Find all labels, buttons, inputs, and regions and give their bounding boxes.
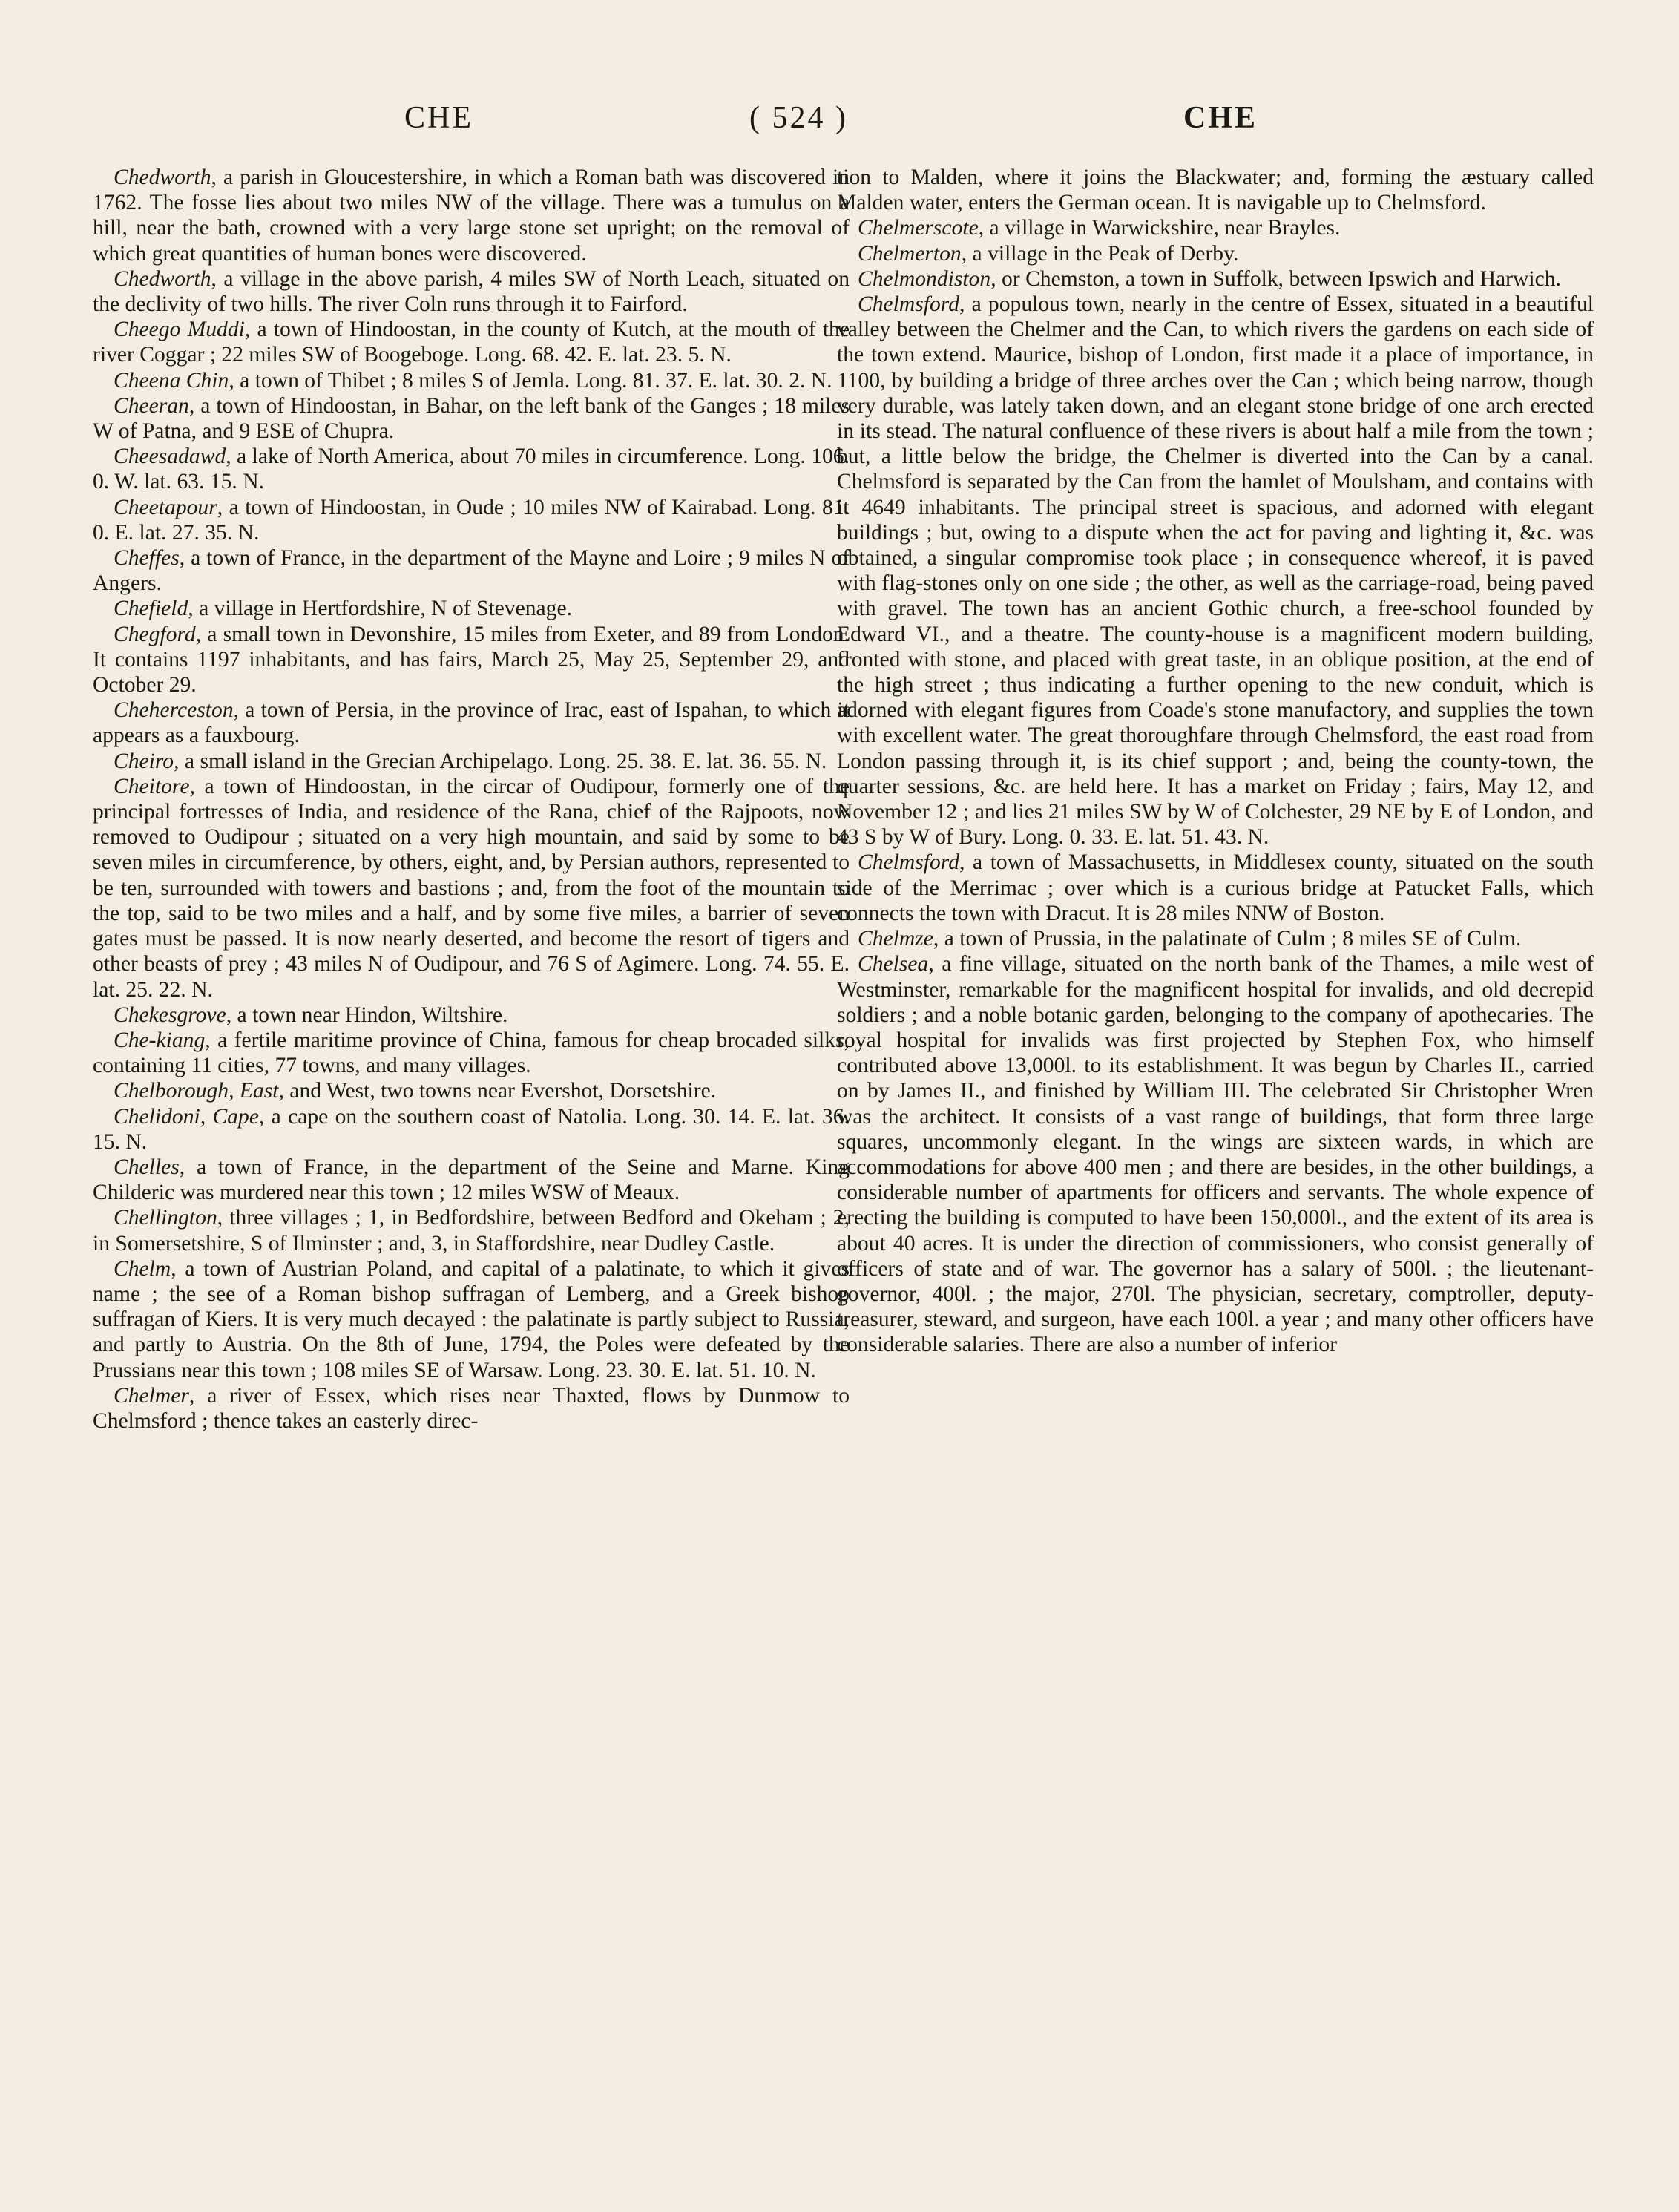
entry-text: , a town of Hindoostan, in the circar of Oudipour, formerly one of the principal fortresses of India, and residence of the Rana, chief of the Rajpoots, now removed to Oudipour ; situated on a very high mountain, and said by some to be seven miles in circumference, by others, eight, and, by Persian authors, represented to be ten, surrounded with towers and bastions ; and, from the foot of the mountain to the top, said to be two miles and a half, and by some five miles, a barrier of seven gates must be passed. It is now nearly deserted, and become the resort of tigers and other beasts of prey ; 43 miles N of Oudipour, and 76 S of Agimere. Long. 74. 55. E. lat. 25. 22. N. xyxy=(93,774,850,1002)
gazetteer-entry xyxy=(837,292,1594,850)
entry-headword: Cheitore xyxy=(114,774,190,798)
gazetteer-entry xyxy=(837,850,1594,926)
entry-headword: Chelborough, East, xyxy=(114,1079,284,1103)
entry-headword: Chefield xyxy=(114,597,188,621)
entry-headword: Chelmsford xyxy=(858,292,960,317)
gazetteer-entry xyxy=(93,368,850,393)
entry-text: , a village in Hertfordshire, N of Stevenage. xyxy=(188,597,572,621)
gazetteer-entry xyxy=(837,165,1594,215)
entry-text: , a town of Thibet ; 8 miles S of Jemla. Long. 81. 37. E. lat. 30. 2. N. xyxy=(229,368,832,393)
gazetteer-entry xyxy=(93,1104,850,1155)
entry-text: , a town near Hindon, Wiltshire. xyxy=(226,1002,508,1027)
entry-headword: Che-kiang xyxy=(114,1028,206,1052)
gazetteer-entry xyxy=(93,1205,850,1256)
entry-headword: Chellington xyxy=(114,1206,217,1230)
entry-headword: Chelmondiston xyxy=(858,266,991,291)
gazetteer-entry xyxy=(837,241,1594,266)
entry-text: , a small town in Devonshire, 15 miles from Exeter, and 89 from London. It contains 1197 inhabitants, and has fairs, March 25, May 25, September 29, and October 29. xyxy=(93,622,850,698)
entry-headword: Chedworth xyxy=(114,266,211,291)
gazetteer-entry xyxy=(93,1078,850,1103)
entry-text: , a town of Hindoostan, in the county of Kutch, at the mouth of the river Coggar ; 22 miles SW of Boogeboge. Long. 68. 42. E. lat. 23. 5. N. xyxy=(93,318,850,367)
entry-headword: Cheego Muddi xyxy=(114,318,245,342)
entry-text: and West, two towns near Evershot, Dorsetshire. xyxy=(283,1079,717,1103)
entry-headword: Chelmerton xyxy=(858,241,962,266)
entry-text: , a town of Massachusetts, in Middlesex county, situated on the south side of the Merrimac ; over which is a curious bridge at Patucket Falls, which connects the town with Dracut. It is 28 miles NNW of Boston. xyxy=(837,850,1594,925)
entry-headword: Chedworth xyxy=(114,165,211,189)
entry-headword: Cheetapour xyxy=(114,495,217,519)
entry-text: , a cape on the southern coast of Natolia. Long. 30. 14. E. lat. 36. 15. N. xyxy=(93,1104,850,1154)
entry-text: , a lake of North America, about 70 miles in circumference. Long. 106. 0. W. lat. 63. 15. N. xyxy=(93,444,850,494)
gazetteer-entry xyxy=(837,215,1594,240)
entry-headword: Cheeran xyxy=(114,393,189,418)
entry-headword: Cheherceston xyxy=(114,698,234,723)
entry-text: , a town of Hindoostan, in Bahar, on the left bank of the Ganges ; 18 miles W of Patna, and 9 ESE of Chupra. xyxy=(93,393,850,444)
gazetteer-entry xyxy=(93,1028,850,1078)
entry-headword: Cheesadawd xyxy=(114,444,226,469)
entry-text: tion to Malden, where it joins the Blackwater; and, forming the æstuary called Malden water, enters the German ocean. It is navigable up to Chelmsford. xyxy=(837,165,1594,215)
gazetteer-entry xyxy=(837,926,1594,951)
entry-headword: Chelles xyxy=(114,1155,180,1179)
entry-headword: Chekesgrove xyxy=(114,1002,226,1027)
entry-headword: Cheiro xyxy=(114,749,174,773)
entry-headword: Chegford xyxy=(114,622,196,646)
gazetteer-entry xyxy=(93,1002,850,1028)
page-number: ( 524 ) xyxy=(749,101,848,135)
gazetteer-entry xyxy=(93,774,850,1002)
entry-text: , a town of Austrian Poland, and capital of a palatinate, to which it gives name ; the see of a Roman bishop suffragan of Lemberg, and a Greek bishop suffragan of Kiers. It is very much decayed : the palatinate is partly subject to Russia, and partly to Austria. On the 8th of June, 1794, the Poles were defeated by the Prussians near this town ; 108 miles SE of Warsaw. Long. 23. 30. E. lat. 51. 10. N. xyxy=(93,1256,850,1382)
entry-text: , a river of Essex, which rises near Thaxted, flows by Dunmow to Chelmsford ; thence takes an easterly direc- xyxy=(93,1383,850,1433)
gazetteer-entry xyxy=(93,444,850,494)
gazetteer-entry xyxy=(93,393,850,444)
entry-headword: Cheffes xyxy=(114,546,180,571)
gazetteer-entry xyxy=(837,951,1594,1357)
entry-text: , a fertile maritime province of China, famous for cheap brocaded silks, containing 11 cities, 77 towns, and many villages. xyxy=(93,1028,850,1078)
entry-text: , a town of France, in the department of the Seine and Marne. King Childeric was murdered near this town ; 12 miles WSW of Meaux. xyxy=(93,1155,850,1205)
entry-text: , a town of Persia, in the province of Irac, east of Ispahan, to which it appears as a fauxbourg. xyxy=(93,698,850,748)
gazetteer-entry xyxy=(93,1155,850,1205)
gazetteer-entry xyxy=(93,698,850,748)
running-header xyxy=(0,100,1679,145)
entry-text: , three villages ; 1, in Bedfordshire, between Bedford and Okeham ; 2, in Somersetshire, S of Ilminster ; and, 3, in Staffordshire, near Dudley Castle. xyxy=(93,1206,850,1256)
entry-headword: Chelmsford xyxy=(858,850,960,875)
entry-text: , a town of Hindoostan, in Oude ; 10 miles NW of Kairabad. Long. 81. 0. E. lat. 27. 35. N. xyxy=(93,495,850,545)
gazetteer-entry xyxy=(93,622,850,698)
entry-text: , a parish in Gloucestershire, in which a Roman bath was discovered in 1762. The fosse lies about two miles NW of the village. There was a tumulus on a hill, near the bath, crowned with a very large stone set upright; on the removal of which great quantities of human bones were discovered. xyxy=(93,165,850,266)
header-left: CHE xyxy=(404,101,473,135)
gazetteer-entry xyxy=(93,1383,850,1434)
gazetteer-entry xyxy=(93,495,850,545)
gazetteer-entry xyxy=(93,545,850,596)
gazetteer-entry xyxy=(93,266,850,317)
entry-text: , a populous town, nearly in the centre of Essex, situated in a beautiful valley between the Chelmer and the Can, to which rivers the gardens on each side of the town extend. Maurice, bishop of London, first made it a place of importance, in 1100, by building a bridge of three arches over the Can ; which being narrow, though very durable, was lately taken down, and an elegant stone bridge of one arch erected in its stead. The natural confluence of these rivers is about half a mile from the town ; but, a little below the bridge, the Chelmer is diverted into the Can by a canal. Chelmsford is separated by the Can from the hamlet of Moulsham, and contains with it 4649 inhabitants. The principal street is spacious, and adorned with elegant buildings ; but, owing to a dispute when the act for paving and lighting it, &c. was obtained, a singular compromise took place ; in consequence whereof, it is paved with flag-stones only on one side ; the other, as well as the carriage-road, being paved with gravel. The town has an ancient Gothic church, a free-school founded by Edward VI., and a theatre. The county-house is a magnificent modern building, fronted with stone, and placed with great taste, in an oblique position, at the end of the high street ; thus indicating a further opening to the new conduit, which is adorned with elegant figures from Coade's stone manufactory, and supplies the town with excellent water. The great thoroughfare through Chelmsford, the east road from London passing through it, is its chief support ; and, being the county-town, the quarter sessions, &c. are held here. It has a market on Friday ; fairs, May 12, and November 12 ; and lies 21 miles SW by W of Colchester, 29 NE by E of London, and 43 S by W of Bury. Long. 0. 33. E. lat. 51. 43. N. xyxy=(837,292,1594,850)
entry-headword: Chelmerscote xyxy=(858,216,979,240)
gazetteer-entry xyxy=(93,596,850,621)
entry-headword: Chelmze xyxy=(858,927,933,951)
entry-text: , a village in the above parish, 4 miles SW of North Leach, situated on the declivity of two hills. The river Coln runs through it to Fairford. xyxy=(93,266,850,317)
entry-text: , a town of France, in the department of the Mayne and Loire ; 9 miles N of Angers. xyxy=(93,546,850,596)
entry-text: , a fine village, situated on the north bank of the Thames, a mile west of Westminster, remarkable for the magnificent hospital for invalids, and old decrepid soldiers ; and a noble botanic garden, belonging to the company of apothecaries. The royal hospital for invalids was first projected by Stephen Fox, who himself contributed above 13,000l. to its establishment. It was begun by Charles II., carried on by James II., and finished by William III. The celebrated Sir Christopher Wren was the architect. It consists of a vast range of buildings, that form three large squares, uncommonly elegant. In the wings are sixteen wards, in which are accommodations for above 400 men ; and there are besides, in the other buildings, a considerable number of apartments for officers and servants. The whole expence of erecting the building is computed to have been 150,000l., and the extent of its area is about 40 acres. It is under the direction of commissioners, who consist generally of officers of state and of war. The governor has a salary of 500l. ; the lieutenant-governor, 400l. ; the major, 270l. The physician, secretary, comptroller, deputy-treasurer, steward, and surgeon, have each 100l. a year ; and many other officers have considerable salaries. There are also a number of inferior xyxy=(837,952,1594,1357)
gazetteer-entry xyxy=(93,317,850,367)
entry-headword: Chelidoni, Cape xyxy=(114,1104,259,1129)
entry-headword: Chelm xyxy=(114,1256,171,1281)
gazetteer-entry xyxy=(93,165,850,266)
entry-text: , a small island in the Grecian Archipelago. Long. 25. 38. E. lat. 36. 55. N. xyxy=(174,749,827,773)
header-right: CHE xyxy=(1183,101,1258,135)
right-column xyxy=(837,165,1594,2183)
entry-text: , a town of Prussia, in the palatinate of Culm ; 8 miles SE of Culm. xyxy=(933,927,1522,951)
entry-text: , a village in Warwickshire, near Brayles. xyxy=(978,216,1341,240)
entry-text: , or Chemston, a town in Suffolk, between Ipswich and Harwich. xyxy=(990,266,1561,291)
entry-headword: Chelmer xyxy=(114,1383,189,1408)
entry-headword: Cheena Chin xyxy=(114,368,229,393)
gazetteer-entry xyxy=(93,1256,850,1383)
left-column xyxy=(93,165,850,2183)
gazetteer-entry xyxy=(93,749,850,774)
entry-text: , a village in the Peak of Derby. xyxy=(961,241,1239,266)
entry-headword: Chelsea xyxy=(858,952,929,977)
gazetteer-entry xyxy=(837,266,1594,292)
